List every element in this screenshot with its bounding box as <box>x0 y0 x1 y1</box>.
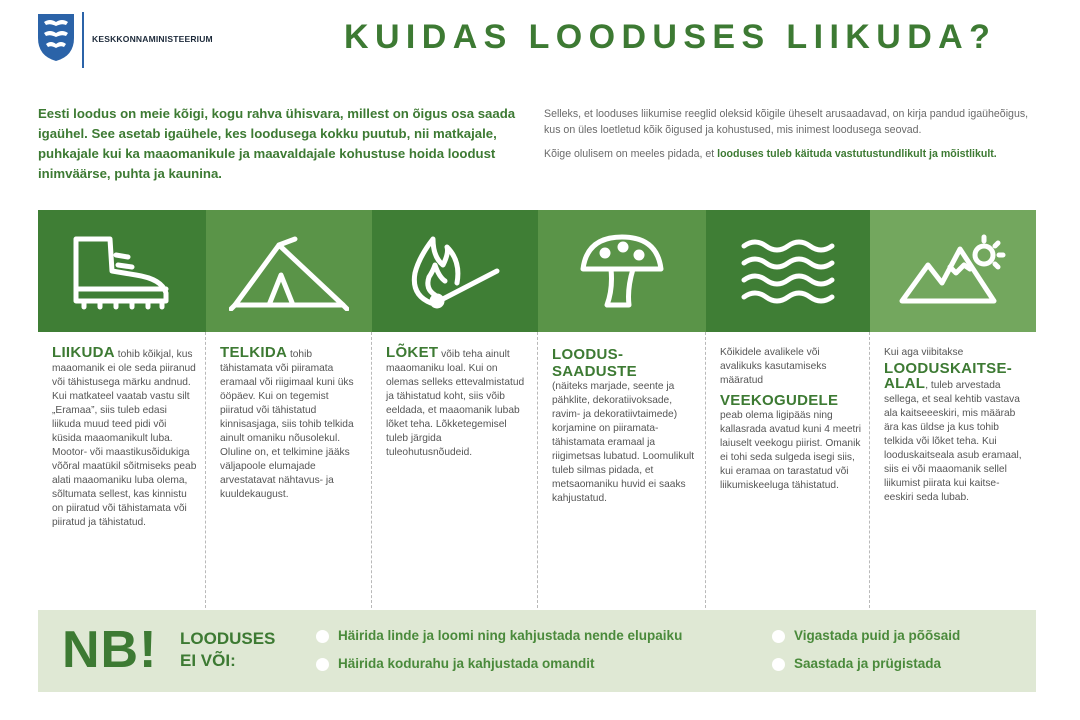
org-name: KESKKONNAMINISTEERIUM <box>92 34 213 44</box>
column-veekogud <box>706 332 870 608</box>
column-text: võib teha ainult maaomaniku loal. Kui on olemas selleks ettevalmistatud ja tähistatud koht, siis võib eeldada, et maaomanik lubab lõket teha. Lõkketegemisel tuleb järgida tuleohutusnõudeid. <box>386 349 525 458</box>
column-keyword-line1: LOODUS- <box>552 346 624 363</box>
column-pretext: Kui aga viibitakse <box>884 347 964 358</box>
intro-emphasis: looduses tuleb käituda vastutustundlikult ja mõistlikult. <box>717 148 997 160</box>
column-text: peab olema ligipääs ning kallasrada avatud kuni 4 meetri laiuselt veekogu piirist. Omanik ei tohi seda sulgeda isegi siis, kui eramaa on tarastatud või liikumiskeeluga tähistatud. <box>720 410 862 491</box>
bullet-icon <box>316 658 329 671</box>
bullet-icon <box>772 658 785 671</box>
column-loodussaadused <box>538 332 706 608</box>
tent-icon <box>229 231 349 311</box>
column-text: , tuleb arvestada sellega, et seal kehtib vastava ala kaitseeeskiri, mis määrab ära kas üldse ja kus tohib telkida või lõket teha. Kui looduskaitseala asub eramaal, siis ei või maaomanik sellel liikumist piirata kui kaitse-eeskiri seda lubab. <box>884 380 1022 503</box>
waves-icon <box>738 236 838 306</box>
column-keyword-line2: ALAL <box>884 375 926 392</box>
tile-fire <box>372 210 538 332</box>
column-loket <box>372 332 538 608</box>
column-telkida <box>206 332 372 608</box>
tile-mountains <box>870 210 1036 332</box>
column-keyword: TELKIDA <box>220 344 288 361</box>
tile-boot <box>38 210 206 332</box>
tile-mushroom <box>538 210 706 332</box>
column-text: tohib tähistamata või piiramata eramaal või riigimaal kuni üks ööpäev. Kui on tegemist piiratud või tähistatud kinnisasjaga, siis tohib telkida ainult omaniku nõusolekul. Oluline on, et telkimine jääks väljapoole elumajade arvestatavat nähtavus- ja kuuldekaugust. <box>220 349 354 500</box>
bullet-icon <box>316 630 329 643</box>
intro-secondary <box>544 106 1044 162</box>
tile-tent <box>206 210 372 332</box>
bullet-icon <box>772 630 785 643</box>
column-text: tohib kõikjal, kus maaomanik ei ole seda piiranud või tähistusega märku andnud. Kui matkateel vaatab vastu silt „Eramaa”, siis tuleb edasi liikuda muud teed pidi või küsida maaomanikult luba. Mootor- või maastikusõidukiga võõral maatükil sõitmiseks peab alati maaomaniku luba olema, sõltumata sellest, kas kinnistu on piiratud või tähistamata või piiratud ja tähistatud. <box>52 349 197 528</box>
intro-paragraph-1: Selleks, et looduses liikumise reeglid oleksid kõigile üheselt arusaadavad, on kirja pandud igaüheõigus, kus on üles loetletud kõik õigused ja kohustused, mis inimest loodusega seovad. <box>544 108 1029 136</box>
boot-icon <box>66 231 178 311</box>
nb-item: Vigastada puid ja põõsaid <box>772 628 960 643</box>
intro-lead: Eesti loodus on meie kõigi, kogu rahva ühisvara, millest on õigus osa saada igaühel. See asetab igaühele, kes loodusega kokku puutub, nii matkajale, puhkajale kui ka maaomanikule ja maavaldajale kohustuse hoida loodust inimväärse, puhta ja kaunina. <box>38 106 516 181</box>
logo-divider <box>82 12 84 68</box>
column-keyword: VEEKOGUDELE <box>720 392 839 409</box>
intro-paragraph-2: Kõige olulisem on meeles pidada, et looduses tuleb käituda vastutustundlikult ja mõistlikult. <box>544 148 997 160</box>
mountain-sun-icon <box>898 231 1008 311</box>
page-title: KUIDAS LOODUSES LIIKUDA? <box>344 18 997 56</box>
column-keyword-line2: SAADUSTE <box>552 363 637 380</box>
column-liikuda <box>38 332 206 608</box>
column-looduskaitseala <box>870 332 1036 608</box>
fire-match-icon <box>405 231 505 311</box>
nb-item: Häirida kodurahu ja kahjustada omandit <box>316 656 595 671</box>
column-keyword-line1: LOODUSKAITSE- <box>884 360 1013 377</box>
coat-of-arms-icon <box>36 12 76 62</box>
column-keyword: LÕKET <box>386 344 439 361</box>
nb-label: LOODUSES EI VÕI: <box>180 629 276 670</box>
icon-band <box>38 210 1036 332</box>
rules-columns <box>38 332 1036 608</box>
tile-waves <box>706 210 870 332</box>
nb-bar <box>38 610 1036 692</box>
ministry-logo <box>36 12 226 70</box>
nb-mark: NB! <box>62 621 158 679</box>
column-keyword: LIIKUDA <box>52 344 115 361</box>
nb-item: Häirida linde ja loomi ning kahjustada nende elupaiku <box>316 628 682 643</box>
column-text: (näiteks marjade, seente ja pähklite, dekoratiivoksade, ravim- ja dekoratiivtaimede) korjamine on piiramata-tähistamata eramaal ja riigimetsas lubatud. Loomulikult tuleb silmas pidada, et metsaomaniku huvid ei saaks kahjustatud. <box>552 381 695 504</box>
column-pretext: Kõikidele avalikele või avalikuks kasutamiseks määratud <box>720 347 827 386</box>
nb-item: Saastada ja prügistada <box>772 656 941 671</box>
mushroom-icon <box>577 231 667 311</box>
